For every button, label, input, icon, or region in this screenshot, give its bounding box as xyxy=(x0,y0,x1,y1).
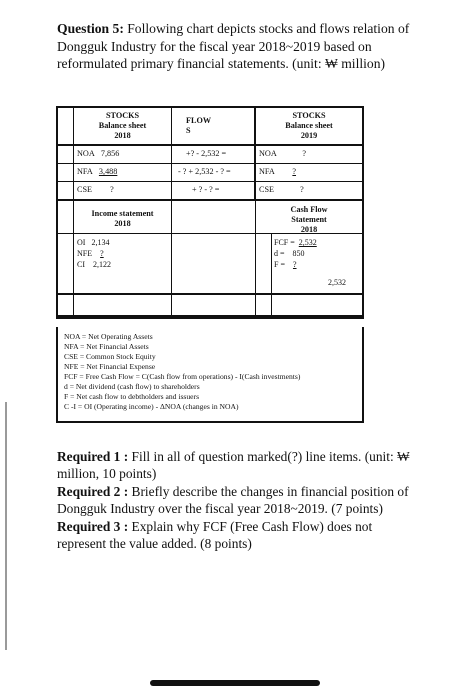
noa-2019-value: ? xyxy=(302,149,306,158)
home-indicator[interactable] xyxy=(150,680,320,686)
nfa-2018-value: 3,488 xyxy=(98,167,118,176)
noa-flow: +? - 2,532 = xyxy=(172,146,256,163)
cse-2018-value: ? xyxy=(110,185,114,194)
question-text xyxy=(57,20,417,73)
ci-value: 2,122 xyxy=(93,260,111,269)
cse-label: CSE xyxy=(77,185,93,194)
statement-values-row xyxy=(58,233,362,295)
cash-flow-header: Cash Flow Statement 2018 xyxy=(290,205,328,234)
stocks-flows-table xyxy=(56,106,364,319)
definition-line: NOA = Net Operating Assets xyxy=(64,332,153,341)
noa-label: NOA xyxy=(77,149,95,158)
income-statement-header: Income statement 2018 xyxy=(74,201,172,233)
d-label: d = xyxy=(274,249,285,258)
f-value: ? xyxy=(292,260,297,269)
definition-line: d = Net dividend (cash flow) to shareholders xyxy=(64,382,200,391)
definition-line: NFE = Net Financial Expense xyxy=(64,362,156,371)
scroll-indicator xyxy=(5,402,7,650)
cf-total-value: 2,532 xyxy=(328,278,346,287)
definition-line: CSE = Common Stock Equity xyxy=(64,352,156,361)
statement-header-row xyxy=(58,201,362,233)
flows-header: FLOW S xyxy=(172,108,256,144)
cse-2019-label: CSE xyxy=(259,185,275,194)
d-value: 850 xyxy=(292,249,305,258)
fcf-label: FCF = xyxy=(274,238,295,247)
nfe-value: ? xyxy=(100,249,104,258)
oi-label: OI xyxy=(77,238,86,247)
definition-line: NFA = Net Financial Assets xyxy=(64,342,149,351)
table-row xyxy=(58,182,362,201)
nfa-flow: - ? + 2,532 - ? = xyxy=(172,164,256,181)
nfa-label: NFA xyxy=(77,167,93,176)
definition-line: C -I = OI (Operating income) - ΔNOA (changes in NOA) xyxy=(64,402,239,411)
noa-2018-value: 7,856 xyxy=(100,149,120,158)
definition-line: FCF = Free Cash Flow = C(Cash flow from operations) - I(Cash investments) xyxy=(64,372,301,381)
nfe-label: NFE xyxy=(77,249,93,258)
noa-2019-label: NOA xyxy=(259,149,277,158)
table-header-row xyxy=(58,108,362,146)
cse-2019-value: ? xyxy=(300,185,304,194)
f-label: F = xyxy=(274,260,285,269)
table-row xyxy=(58,146,362,164)
question-body: Following chart depicts stocks and flows relation of Dongguk Industry for the fiscal year 2018~2019 based on reformulated primary financial statements. (unit: ₩ million) xyxy=(57,21,410,71)
fcf-value: 2,532 xyxy=(298,238,317,247)
stocks-2019-header: STOCKS Balance sheet 2019 xyxy=(285,111,333,140)
nfa-2019-label: NFA xyxy=(259,167,275,176)
ci-label: CI xyxy=(77,260,85,269)
oi-value: 2,134 xyxy=(91,238,110,247)
definitions-box xyxy=(56,327,364,423)
stocks-2018-header: STOCKS Balance sheet 2018 xyxy=(74,108,172,144)
nfa-2019-value: ? xyxy=(292,167,297,176)
requirement-2: Required 2 : Briefly describe the changes in financial position of Dongguk Industry over the fiscal year 2018~2019. (7 points) xyxy=(57,483,409,517)
cse-flow: + ? - ? = xyxy=(172,182,256,199)
definition-line: F = Net cash flow to debtholders and issuers xyxy=(64,392,200,401)
requirement-1: Required 1 : Fill in all of question marked(?) line items. (unit: ₩ million, 10 points) xyxy=(57,449,410,482)
requirement-3: Required 3 : Explain why FCF (Free Cash Flow) does not represent the value added. (8 points) xyxy=(57,518,373,552)
table-row xyxy=(58,164,362,182)
empty-row xyxy=(58,295,362,317)
question-title: Question 5: xyxy=(57,21,124,36)
requirements xyxy=(57,448,417,552)
